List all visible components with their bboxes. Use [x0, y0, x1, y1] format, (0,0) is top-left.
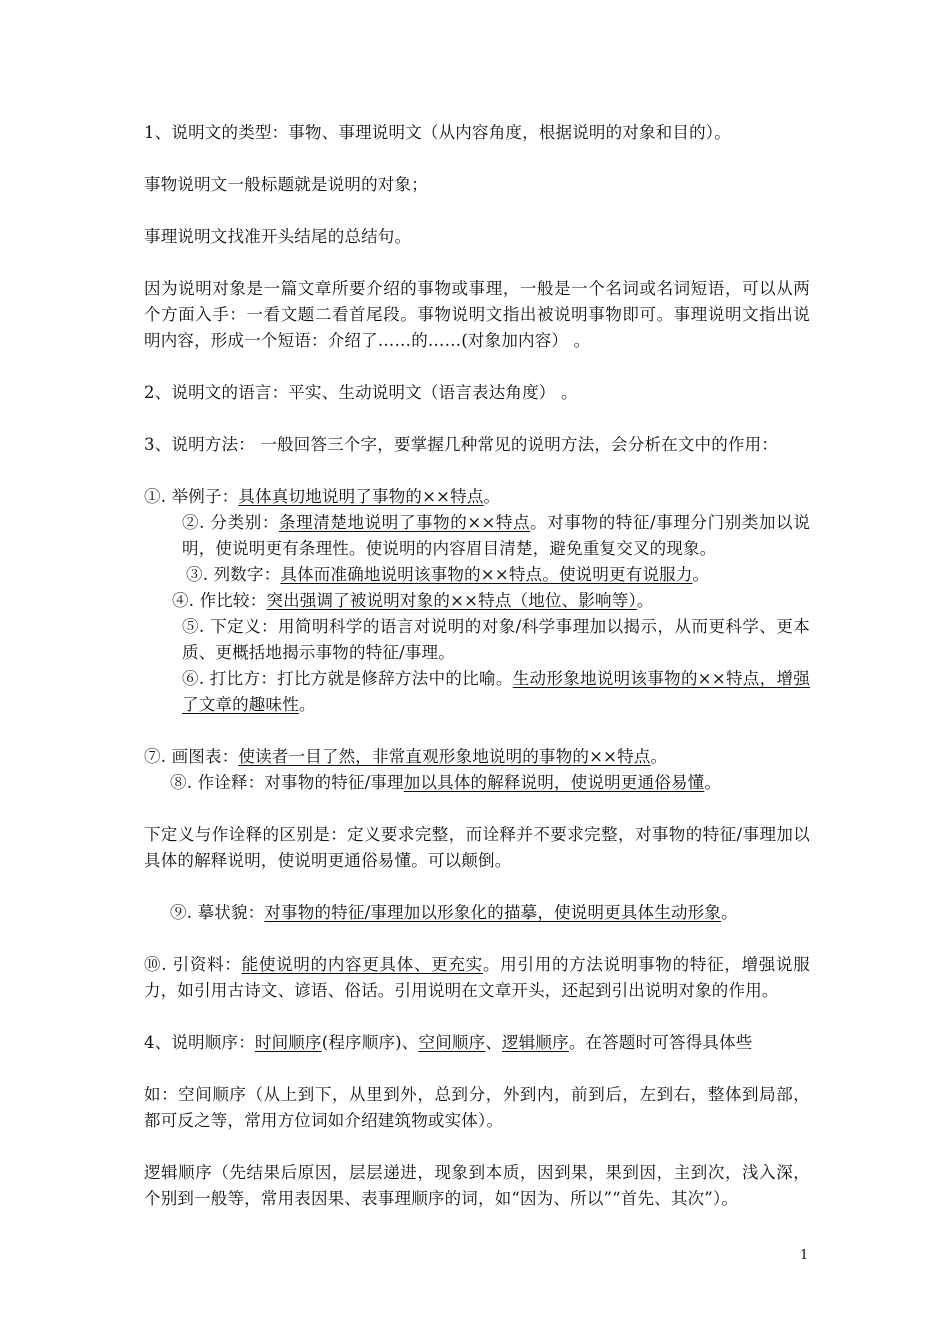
- method-example: ①. 举例子：具体真切地说明了事物的××特点。: [144, 487, 501, 506]
- method-classify: ②. 分类别：条理清楚地说明了事物的××特点。对事物的特征/事理分门别类加以说明，使说明更有条理性。使说明的内容眉目清楚，避免重复交叉的现象。: [182, 513, 811, 558]
- method-describe: ⑨. 摹状貌：对事物的特征/事理加以形象化的描摹，使说明更具体生动形象。: [170, 903, 738, 922]
- paragraph-reason: 事理说明文找准开头结尾的总结句。: [144, 227, 412, 246]
- heading-methods: 3、说明方法： 一般回答三个字，要掌握几种常见的说明方法，会分析在文中的作用：: [144, 435, 779, 454]
- paragraph-logical-order: 逻辑顺序（先结果后原因，层层递进，现象到本质，因到果，果到因，主到次，浅入深，个别到一般等，常用表因果、表事理顺序的词，如“因为、所以”“首先、其次”）。: [144, 1163, 810, 1208]
- paragraph-object: 因为说明对象是一篇文章所要介绍的事物或事理，一般是一个名词或名词短语，可以从两个方面入手：一看文题二看首尾段。事物说明文指出被说明事物即可。事理说明文指出说明内容，形成一个短语：介绍了……的……(对象加内容） 。: [144, 279, 810, 350]
- method-compare: ④. 作比较：突出强调了被说明对象的××特点（地位、影响等）。: [172, 591, 654, 610]
- paragraph-spatial-order: 如：空间顺序（从上到下，从里到外，总到分，外到内，前到后，左到右，整体到局部，都可反之等，常用方位词如介绍建筑物或实体）。: [144, 1085, 810, 1130]
- heading-order: 4、说明顺序：时间顺序(程序顺序)、空间顺序、逻辑顺序。在答题时可答得具体些: [144, 1033, 753, 1052]
- document-body: [144, 120, 810, 1212]
- heading-language: 2、说明文的语言：平实、生动说明文（语言表达角度） 。: [144, 383, 578, 402]
- method-define: ⑤. 下定义：用简明科学的语言对说明的对象/科学事理加以揭示，从而更科学、更本质、更概括地揭示事物的特征/事理。: [182, 617, 810, 662]
- heading-types: 1、说明文的类型：事物、事理说明文（从内容角度，根据说明的对象和目的）。: [144, 123, 731, 142]
- method-chart: ⑦. 画图表：使读者一目了然，非常直观形象地说明的事物的××特点。: [144, 747, 668, 766]
- method-quote: ⑩. 引资料：能使说明的内容更具体、更充实。用引用的方法说明事物的特征，增强说服力，如引用古诗文、谚语、俗话。引用说明在文章开头，还起到引出说明对象的作用。: [144, 955, 810, 1000]
- method-explain: ⑧. 作诠释：对事物的特征/事理加以具体的解释说明，使说明更通俗易懂。: [170, 773, 722, 792]
- page-number: 1: [800, 1248, 809, 1263]
- method-metaphor: ⑥. 打比方：打比方就是修辞方法中的比喻。生动形象地说明该事物的××特点，增强了文章的趣味性。: [182, 669, 810, 714]
- paragraph-define-vs-explain: 下定义与作诠释的区别是：定义要求完整，而诠释并不要求完整，对事物的特征/事理加以具体的解释说明，使说明更通俗易懂。可以颠倒。: [144, 825, 810, 870]
- paragraph-thing: 事物说明文一般标题就是说明的对象；: [144, 175, 428, 194]
- method-numbers: ③. 列数字：具体而准确地说明该事物的××特点。使说明更有说服力。: [186, 565, 710, 584]
